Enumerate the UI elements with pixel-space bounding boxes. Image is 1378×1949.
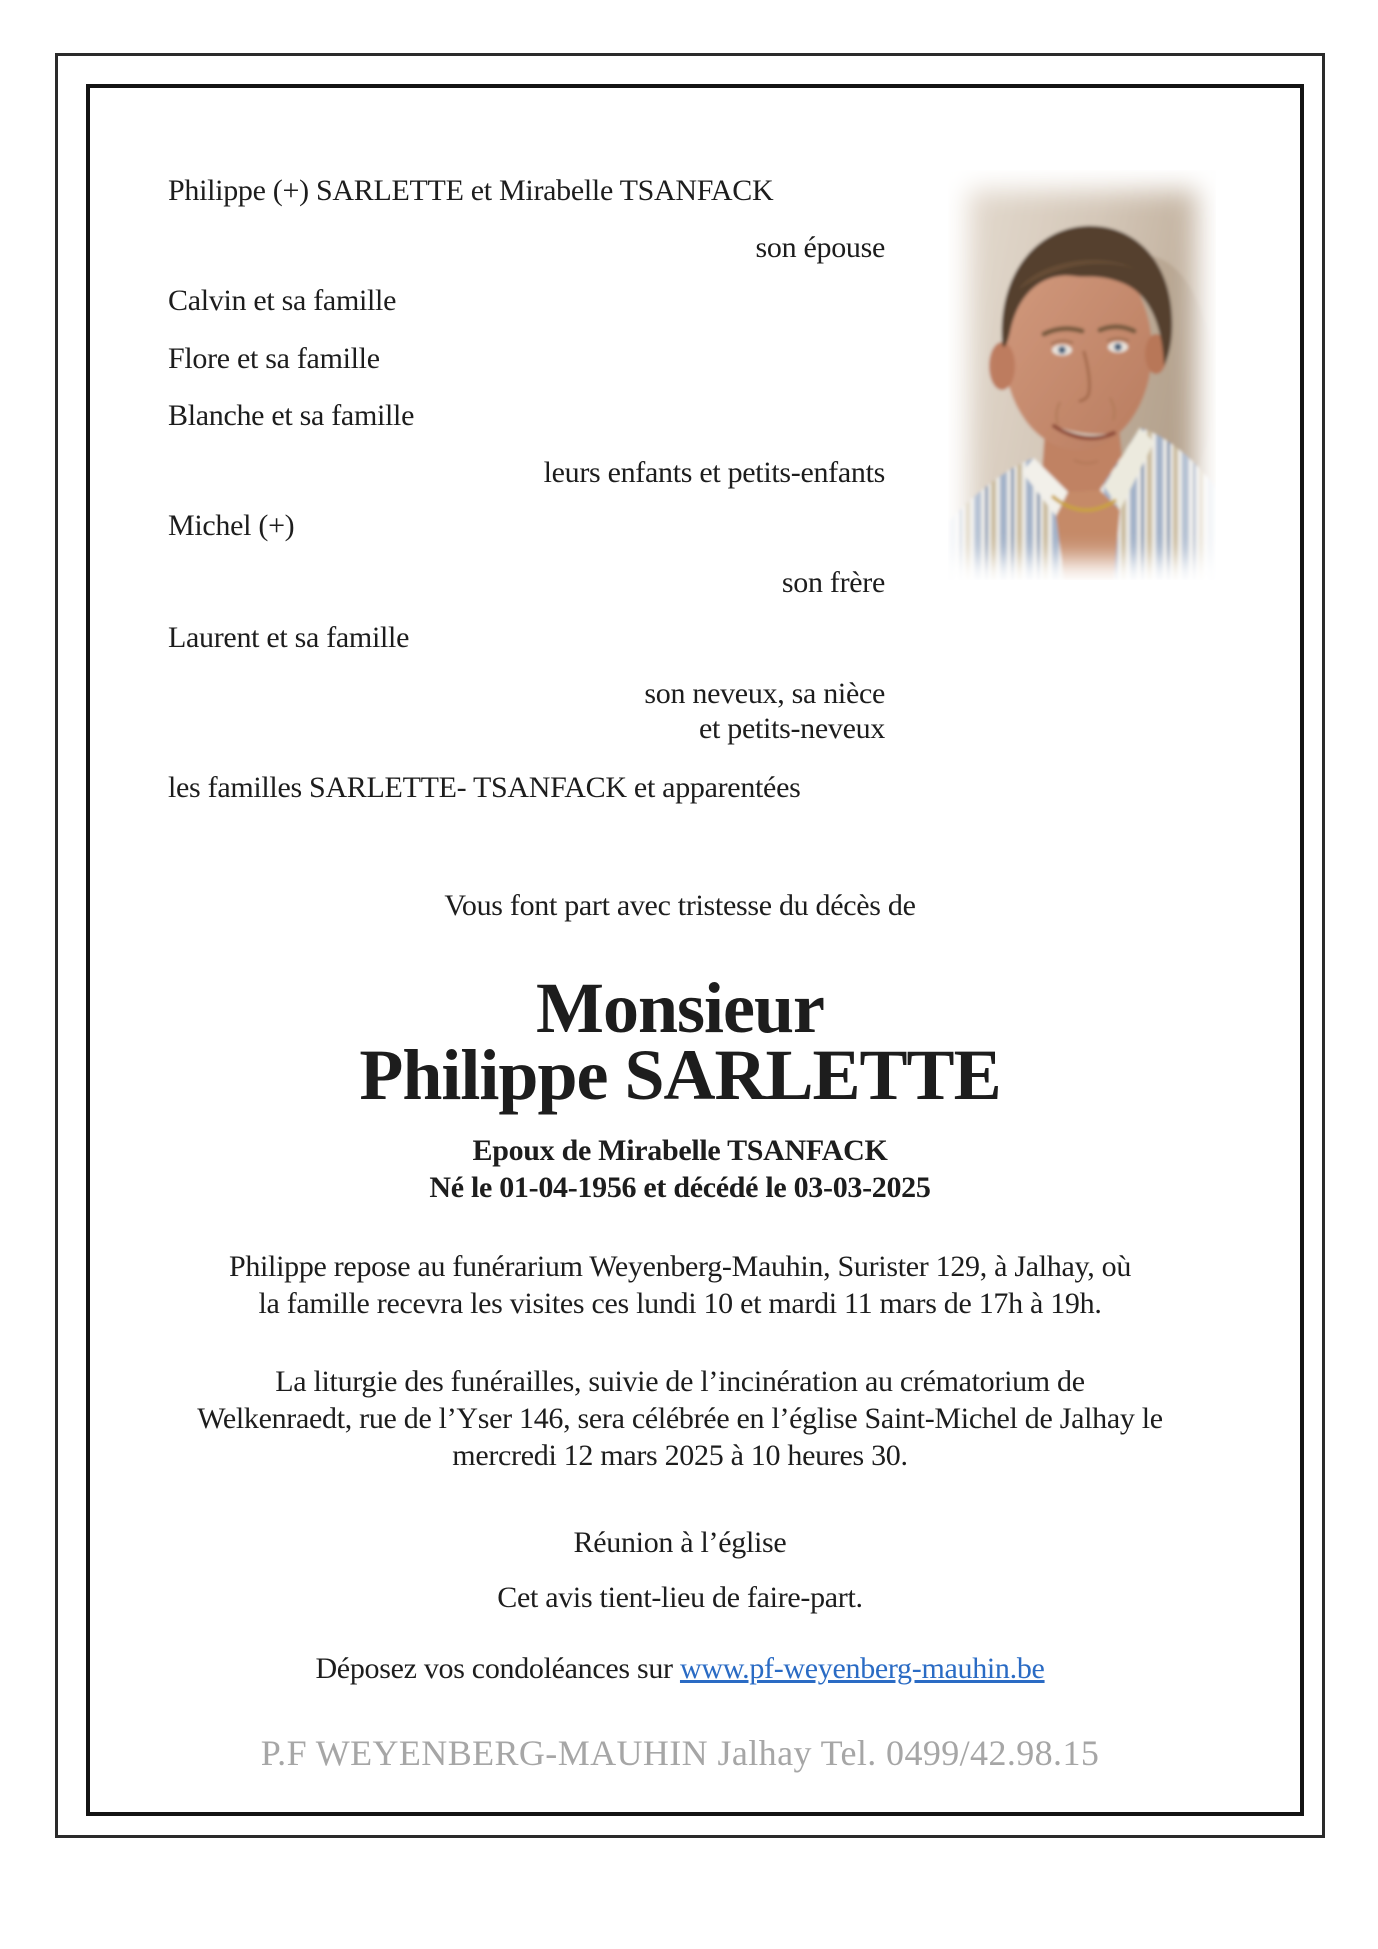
visitation-line1: Philippe repose au funérarium Weyenberg-Mauhin, Surister 129, à Jalhay, où xyxy=(228,1250,1132,1283)
deceased-name: Philippe SARLETTE xyxy=(359,1035,1001,1115)
deceased-dates-line: Né le 01-04-1956 et décédé le 03-03-2025 xyxy=(429,1171,931,1204)
nephew-line: Laurent et sa famille xyxy=(168,621,410,654)
child-line: Flore et sa famille xyxy=(168,342,380,375)
intro-line: Vous font part avec tristesse du décès de xyxy=(444,889,916,922)
portrait-drawing xyxy=(948,170,1216,580)
portrait-photo xyxy=(948,170,1216,580)
family-couple-line: Philippe (+) SARLETTE et Mirabelle TSANFACK xyxy=(168,174,774,207)
child-line: Blanche et sa famille xyxy=(168,399,415,432)
ceremony-line1: La liturgie des funérailles, suivie de l’incinération au crématorium de xyxy=(275,1365,1085,1398)
condolences-link[interactable]: www.pf-weyenberg-mauhin.be xyxy=(679,1652,1045,1685)
deceased-spouse-line: Epoux de Mirabelle TSANFACK xyxy=(472,1134,888,1167)
condolences-line xyxy=(60,1651,1300,1687)
funeral-home-line: P.F WEYENBERG-MAUHIN Jalhay Tel. 0499/42.98.15 xyxy=(260,1733,1100,1773)
notice-line: Cet avis tient-lieu de faire-part. xyxy=(497,1581,863,1614)
portrait-illustration xyxy=(948,170,1216,580)
nephews-relation-line1: son neveux, sa nièce xyxy=(644,677,885,710)
brother-line: Michel (+) xyxy=(168,509,295,542)
child-line: Calvin et sa famille xyxy=(168,284,397,317)
nephews-relation-line2: et petits-neveux xyxy=(699,712,885,745)
families-line: les familles SARLETTE- TSANFACK et apparentées xyxy=(168,771,801,804)
visitation-paragraph xyxy=(60,1248,1300,1322)
meeting-line: Réunion à l’église xyxy=(573,1526,787,1559)
brother-relation-line: son frère xyxy=(781,566,885,599)
spouse-relation-line: son épouse xyxy=(755,231,885,264)
ceremony-line2: Welkenraedt, rue de l’Yser 146, sera célébrée en l’église Saint-Michel de Jalhay le xyxy=(197,1402,1163,1435)
deceased-title: Monsieur xyxy=(536,968,824,1048)
condolences-prefix: Déposez vos condoléances sur xyxy=(315,1652,673,1685)
ceremony-paragraph xyxy=(60,1363,1300,1474)
children-relation-line: leurs enfants et petits-enfants xyxy=(543,456,885,489)
ceremony-line3: mercredi 12 mars 2025 à 10 heures 30. xyxy=(452,1439,908,1472)
visitation-line2: la famille recevra les visites ces lundi 10 et mardi 11 mars de 17h à 19h. xyxy=(258,1287,1102,1320)
